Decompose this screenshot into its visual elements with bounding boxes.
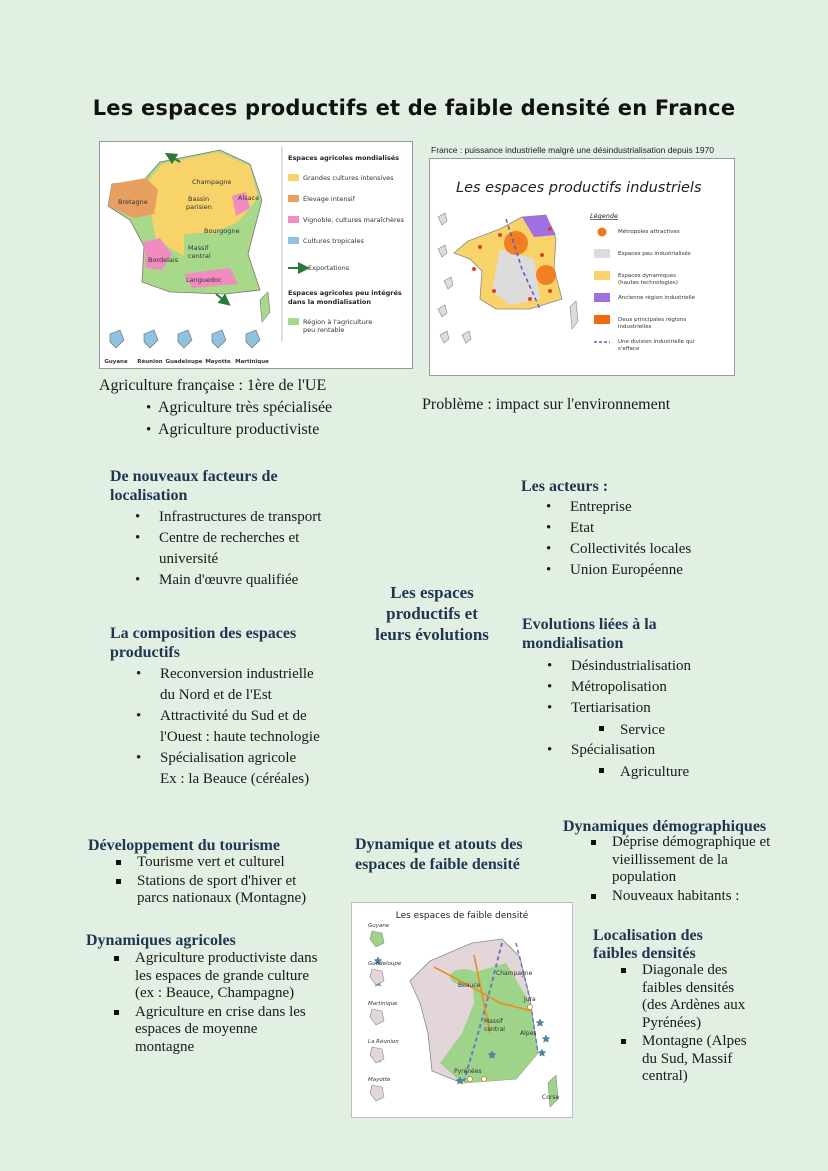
tourisme-list bbox=[113, 854, 306, 909]
low-density-island-3 bbox=[370, 1009, 384, 1025]
industry-caption: France : puissance industrielle malgré une désindustrialisation depuis 1970 bbox=[431, 145, 715, 155]
corse-low-density bbox=[548, 1075, 558, 1107]
evolutions-list bbox=[545, 656, 691, 719]
tourisme-title: Développement du tourisme bbox=[88, 837, 280, 854]
industry-legend-title: Légende bbox=[590, 212, 618, 220]
tourisme-item-2: Stations de sport d'hiver et parcs nationaux (Montagne) bbox=[113, 873, 306, 908]
label-champagne-3: Champagne bbox=[496, 970, 533, 977]
industry-legend-swatch-5 bbox=[594, 315, 610, 324]
facteurs-list bbox=[133, 507, 321, 591]
metro-dot-6 bbox=[540, 253, 544, 257]
dynamique-title-line-2: espaces de faible densité bbox=[355, 856, 520, 873]
industry-map-title: Les espaces productifs industriels bbox=[456, 180, 702, 196]
industry-legend-label-2: Espaces peu industrialisés bbox=[618, 251, 691, 257]
agricole-item-1: Agriculture productiviste dans les espaces de grande culture (ex : Beauce, Champagne) bbox=[111, 950, 317, 1003]
label-pyrenees: Pyrénées bbox=[454, 1068, 482, 1075]
dynamique-title bbox=[355, 835, 523, 875]
legend-label-3: Vignoble, cultures maraîchères bbox=[303, 216, 404, 224]
label-parisien: parisien bbox=[186, 203, 212, 211]
station-dot-1 bbox=[468, 1077, 473, 1082]
composition-title bbox=[110, 624, 296, 662]
station-dot-2 bbox=[482, 1077, 487, 1082]
low-density-island-label-2: Guadeloupe bbox=[368, 961, 402, 967]
industry-island-2 bbox=[438, 245, 447, 257]
industry-legend-label-5: Deux principales régions bbox=[618, 317, 687, 323]
legend-label-4: Cultures tropicales bbox=[303, 237, 364, 245]
demographiques-title: Dynamiques démographiques bbox=[563, 818, 767, 835]
legend-unprofitable-b: peu rentable bbox=[303, 326, 345, 334]
dynamique-title-line-1: Dynamique et atouts des bbox=[355, 836, 523, 853]
label-massif-3: Massif bbox=[484, 1018, 503, 1025]
agri-bullet-2: • Agriculture productiviste bbox=[144, 419, 332, 441]
legend-swatch-2 bbox=[288, 195, 299, 202]
composition-list bbox=[134, 664, 320, 790]
industry-legend-swatch-4 bbox=[594, 293, 610, 302]
facteur-item-3: • Main d'œuvre qualifiée bbox=[133, 570, 321, 591]
paris-metro bbox=[514, 237, 522, 245]
island-shape-4 bbox=[212, 330, 226, 348]
tourism-star-3 bbox=[538, 1049, 546, 1056]
center-title-line-2: productifs et bbox=[386, 604, 478, 623]
industry-island-4 bbox=[440, 331, 449, 343]
label-bretagne: Bretagne bbox=[118, 198, 148, 206]
evolutions-list-2 bbox=[545, 740, 655, 761]
low-density-island-2 bbox=[370, 969, 384, 985]
label-alpes: Alpes bbox=[520, 1030, 537, 1037]
center-title-line-3: leurs évolutions bbox=[375, 625, 489, 644]
island-shape-5 bbox=[246, 330, 260, 348]
facteurs-title-line-1: De nouveaux facteurs de bbox=[110, 468, 278, 485]
industry-legend-label-4: Ancienne région industrielle bbox=[618, 295, 696, 301]
agri-bullet-1: • Agriculture très spécialisée bbox=[144, 397, 332, 419]
legend-unprofitable: Région à l'agriculture bbox=[303, 318, 373, 326]
island-shape-3 bbox=[178, 330, 192, 348]
evolution-sub-agriculture: Agriculture bbox=[596, 762, 689, 783]
label-central: central bbox=[188, 252, 211, 260]
composition-title-line-2: productifs bbox=[110, 644, 180, 661]
composition-item-2: • Attractivité du Sud et de l'Ouest : haute technologie bbox=[134, 706, 320, 748]
label-massif: Massif bbox=[188, 244, 209, 252]
low-density-island-label-3: Martinique bbox=[368, 1001, 398, 1007]
legend-swatch-1 bbox=[288, 174, 299, 181]
low-density-island-label-5: Mayotte bbox=[368, 1077, 391, 1083]
agriculture-map-graphic bbox=[100, 142, 412, 368]
industry-legend-label-3: Espaces dynamiques bbox=[618, 273, 676, 279]
agriculture-bullets bbox=[144, 397, 332, 441]
agricoles-title: Dynamiques agricoles bbox=[86, 932, 236, 949]
industry-map-graphic bbox=[430, 159, 734, 375]
industry-island-1 bbox=[438, 213, 447, 225]
legend-swatch-4 bbox=[288, 237, 299, 244]
label-bassin: Bassin bbox=[188, 195, 210, 203]
legend-label-2: Élevage intensif bbox=[303, 195, 356, 203]
industry-island-5 bbox=[462, 331, 471, 343]
industry-legend-swatch-2 bbox=[594, 249, 610, 258]
agricole-item-2: Agriculture en crise dans les espaces de moyenne montagne bbox=[111, 1004, 317, 1057]
agriculture-summary: Agriculture française : 1ère de l'UE bbox=[99, 377, 327, 394]
industry-legend-swatch-3 bbox=[594, 271, 610, 280]
facteurs-title-line-2: localisation bbox=[110, 487, 188, 504]
industry-legend-label-3b: (hautes technologies) bbox=[618, 280, 678, 286]
center-title bbox=[352, 582, 512, 645]
metro-dot-5 bbox=[548, 289, 552, 293]
label-alsace: Alsace bbox=[238, 194, 260, 202]
facteur-item-2: • Centre de recherches et bbox=[133, 528, 321, 549]
demographique-item-1: Déprise démographique et vieillissement de la population bbox=[588, 834, 770, 887]
island-shape-2 bbox=[144, 330, 158, 348]
tourism-star-1 bbox=[536, 1019, 544, 1026]
legend-swatch-3 bbox=[288, 216, 299, 223]
acteurs-title: Les acteurs : bbox=[521, 478, 609, 495]
localisation-item-1: Diagonale des faibles densités (des Ardènes aux Pyrénées) bbox=[618, 962, 747, 1032]
localisation-list bbox=[618, 962, 747, 1087]
page-title: Les espaces productifs et de faible densité en France bbox=[92, 96, 736, 120]
probleme-text: Problème : impact sur l'environnement bbox=[422, 396, 671, 413]
industry-legend-label-6b: s'efface bbox=[618, 346, 640, 352]
localisation-title-line-1: Localisation des bbox=[593, 927, 703, 944]
agriculture-map bbox=[99, 141, 413, 369]
evolution-item-4: • Spécialisation bbox=[545, 740, 655, 761]
metro-dot-7 bbox=[548, 227, 552, 231]
localisation-title-line-2: faibles densités bbox=[593, 945, 696, 962]
label-languedoc: Languedoc bbox=[186, 276, 222, 284]
label-bourgogne: Bourgogne bbox=[204, 227, 240, 235]
evolution-item-2: • Métropolisation bbox=[545, 677, 691, 698]
metro-dot-2 bbox=[472, 267, 476, 271]
low-density-island-1 bbox=[370, 931, 384, 947]
legend-label-1: Grandes cultures intensives bbox=[303, 174, 394, 182]
legend-exports: Exportations bbox=[308, 264, 350, 272]
legend-title: Espaces agricoles mondialisés bbox=[288, 154, 400, 162]
export-arrow-2 bbox=[216, 294, 226, 302]
composition-title-line-1: La composition des espaces bbox=[110, 625, 297, 642]
island-label-2: Réunion bbox=[137, 359, 163, 365]
low-density-island-4 bbox=[370, 1047, 384, 1063]
evolution-item-1: • Désindustrialisation bbox=[545, 656, 691, 677]
tourism-star-2 bbox=[542, 1035, 550, 1042]
island-label-3: Guadeloupe bbox=[165, 359, 203, 365]
evolution-item-3: • Tertiarisation bbox=[545, 698, 691, 719]
industry-legend-swatch-1 bbox=[598, 228, 607, 237]
industry-map bbox=[429, 158, 735, 376]
demographiques-list bbox=[588, 834, 770, 906]
industry-legend-label-5b: industrielles bbox=[618, 324, 652, 330]
low-density-island-label-1: Guyane bbox=[368, 923, 390, 929]
evolutions-title-line-1: Evolutions liées à la bbox=[522, 616, 657, 633]
corse-industry bbox=[570, 301, 578, 329]
center-title-line-1: Les espaces bbox=[390, 583, 474, 602]
station-dot-3 bbox=[528, 1005, 533, 1010]
island-label-5: Martinique bbox=[235, 359, 269, 365]
low-density-island-label-4: La Réunion bbox=[368, 1039, 399, 1045]
evolutions-sublist-1 bbox=[596, 720, 665, 742]
localisation-title bbox=[593, 927, 703, 963]
metro-dot-3 bbox=[492, 289, 496, 293]
tourisme-item-1: Tourisme vert et culturel bbox=[113, 854, 306, 872]
evolutions-sublist-2 bbox=[596, 762, 689, 784]
industry-legend-label-6: Une division industrielle qui bbox=[618, 339, 695, 345]
label-corse: Corse bbox=[542, 1094, 560, 1101]
acteur-item-4: • Union Européenne bbox=[544, 560, 691, 581]
legend-swatch-unprofitable bbox=[288, 318, 299, 325]
industry-legend-label-1: Métropoles attractives bbox=[618, 229, 680, 235]
label-bordelais: Bordelais bbox=[148, 256, 179, 264]
acteurs-list bbox=[544, 497, 691, 581]
agricoles-list bbox=[111, 950, 317, 1057]
evolutions-title-line-2: mondialisation bbox=[522, 635, 624, 652]
island-shape-1 bbox=[110, 330, 124, 348]
low-density-island-5 bbox=[370, 1085, 384, 1101]
facteur-item-1: • Infrastructures de transport bbox=[133, 507, 321, 528]
label-jura: Jura bbox=[524, 996, 536, 1003]
composition-item-1: • Reconversion industrielle du Nord et de l'Est bbox=[134, 664, 320, 706]
facteur-item-2b: université bbox=[159, 551, 219, 567]
industry-island-6 bbox=[444, 277, 453, 289]
lyon-region bbox=[536, 265, 556, 285]
island-label-4: Mayotte bbox=[205, 359, 231, 365]
label-central-3: central bbox=[484, 1026, 505, 1033]
evolutions-title bbox=[522, 615, 657, 653]
evolution-sub-service: Service bbox=[596, 720, 665, 741]
low-density-map-graphic bbox=[352, 903, 572, 1117]
industry-island-3 bbox=[438, 305, 447, 317]
facteurs-title bbox=[110, 467, 278, 505]
label-beauce: Beauce bbox=[458, 982, 481, 989]
island-label-1: Guyane bbox=[104, 359, 128, 365]
localisation-item-2: Montagne (Alpes du Sud, Massif central) bbox=[618, 1033, 747, 1086]
acteur-item-2: • Etat bbox=[544, 518, 691, 539]
metro-dot-1 bbox=[478, 245, 482, 249]
corse-shape bbox=[260, 292, 270, 322]
label-champagne: Champagne bbox=[192, 178, 232, 186]
metro-dot-8 bbox=[498, 233, 502, 237]
acteur-item-1: • Entreprise bbox=[544, 497, 691, 518]
metro-dot-4 bbox=[528, 297, 532, 301]
demographique-item-2: Nouveaux habitants : bbox=[588, 888, 770, 906]
composition-item-3: • Spécialisation agricole Ex : la Beauce (céréales) bbox=[134, 748, 320, 790]
legend-title-2b: dans la mondialisation bbox=[288, 298, 371, 306]
acteur-item-3: • Collectivités locales bbox=[544, 539, 691, 560]
legend-title-2: Espaces agricoles peu intégrés bbox=[288, 289, 402, 297]
low-density-title: Les espaces de faible densité bbox=[395, 911, 529, 921]
low-density-map bbox=[351, 902, 573, 1118]
